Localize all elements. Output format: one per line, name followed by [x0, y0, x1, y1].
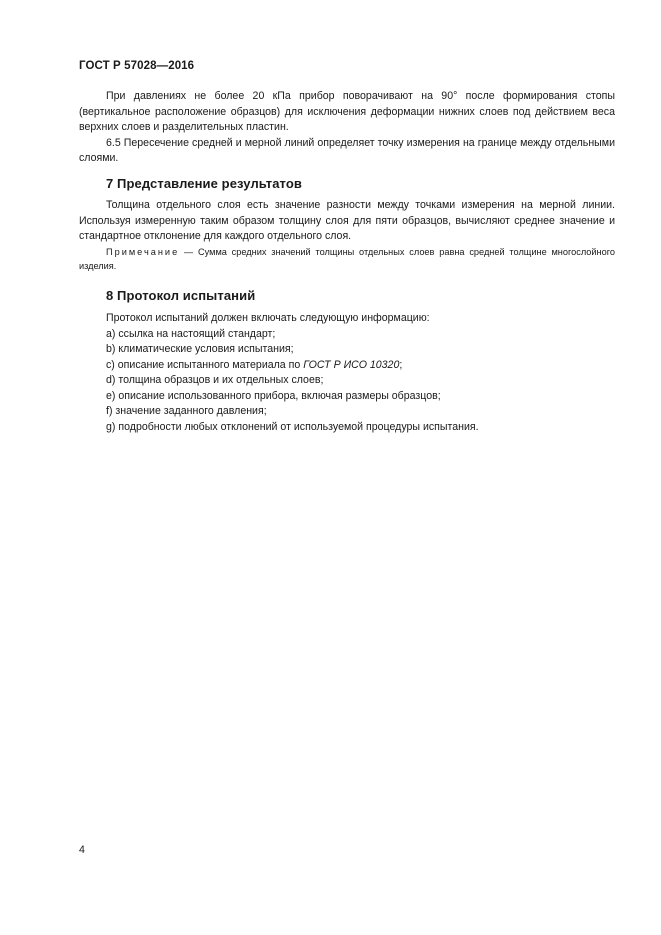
standard-reference: ГОСТ Р ИСО 10320: [303, 358, 400, 371]
section-7-heading: 7 Представление результатов: [106, 176, 302, 191]
list-item-suffix: ;: [399, 358, 403, 371]
section-8-heading: 8 Протокол испытаний: [106, 288, 256, 303]
list-item-text: c) описание испытанного материала по: [106, 358, 304, 371]
paragraph-pressure-rotation: При давлениях не более 20 кПа прибор поворачивают на 90° после формирования стопы (вертикальное расположение образцов) для исключения деформации нижних слоев под действием веса верхних слоев и разделительных пластин.: [79, 90, 615, 133]
standard-header: ГОСТ Р 57028—2016: [79, 60, 195, 72]
list-item: f) значение заданного давления;: [106, 405, 267, 417]
section-8-body: [79, 311, 615, 435]
list-item: [79, 358, 615, 374]
list-item: d) толщина образцов и их отдельных слоев;: [106, 374, 324, 386]
paragraph-results: Толщина отдельного слоя есть значение разности между точками измерения на мерной линии. Используя измеренную таким образом толщину слоя для пяти образцов, вычисляют среднее значение и стандартное отклонение для каждого отдельного слоя.: [79, 199, 615, 242]
section-7-body: [79, 198, 615, 245]
list-item: a) ссылка на настоящий стандарт;: [106, 327, 276, 340]
note-label: Примечание: [106, 247, 180, 257]
list-item: e) описание использованного прибора, включая размеры образцов;: [106, 389, 441, 402]
list-item: g) подробности любых отклонений от используемой процедуры испытания.: [106, 420, 479, 433]
page-number: 4: [79, 844, 85, 856]
note-paragraph: [79, 245, 615, 273]
section-6-continued: [79, 89, 615, 167]
list-item: b) климатические условия испытания;: [106, 343, 294, 355]
paragraph-6-5: 6.5 Пересечение средней и мерной линий определяет точку измерения на границе между отдельными слоями.: [79, 136, 615, 164]
note-text: — Сумма средних значений толщины отдельных слоев равна средней толщине многослойного изделия.: [79, 247, 615, 271]
section-8-intro: Протокол испытаний должен включать следующую информацию:: [106, 312, 430, 324]
note-block: [79, 245, 615, 273]
